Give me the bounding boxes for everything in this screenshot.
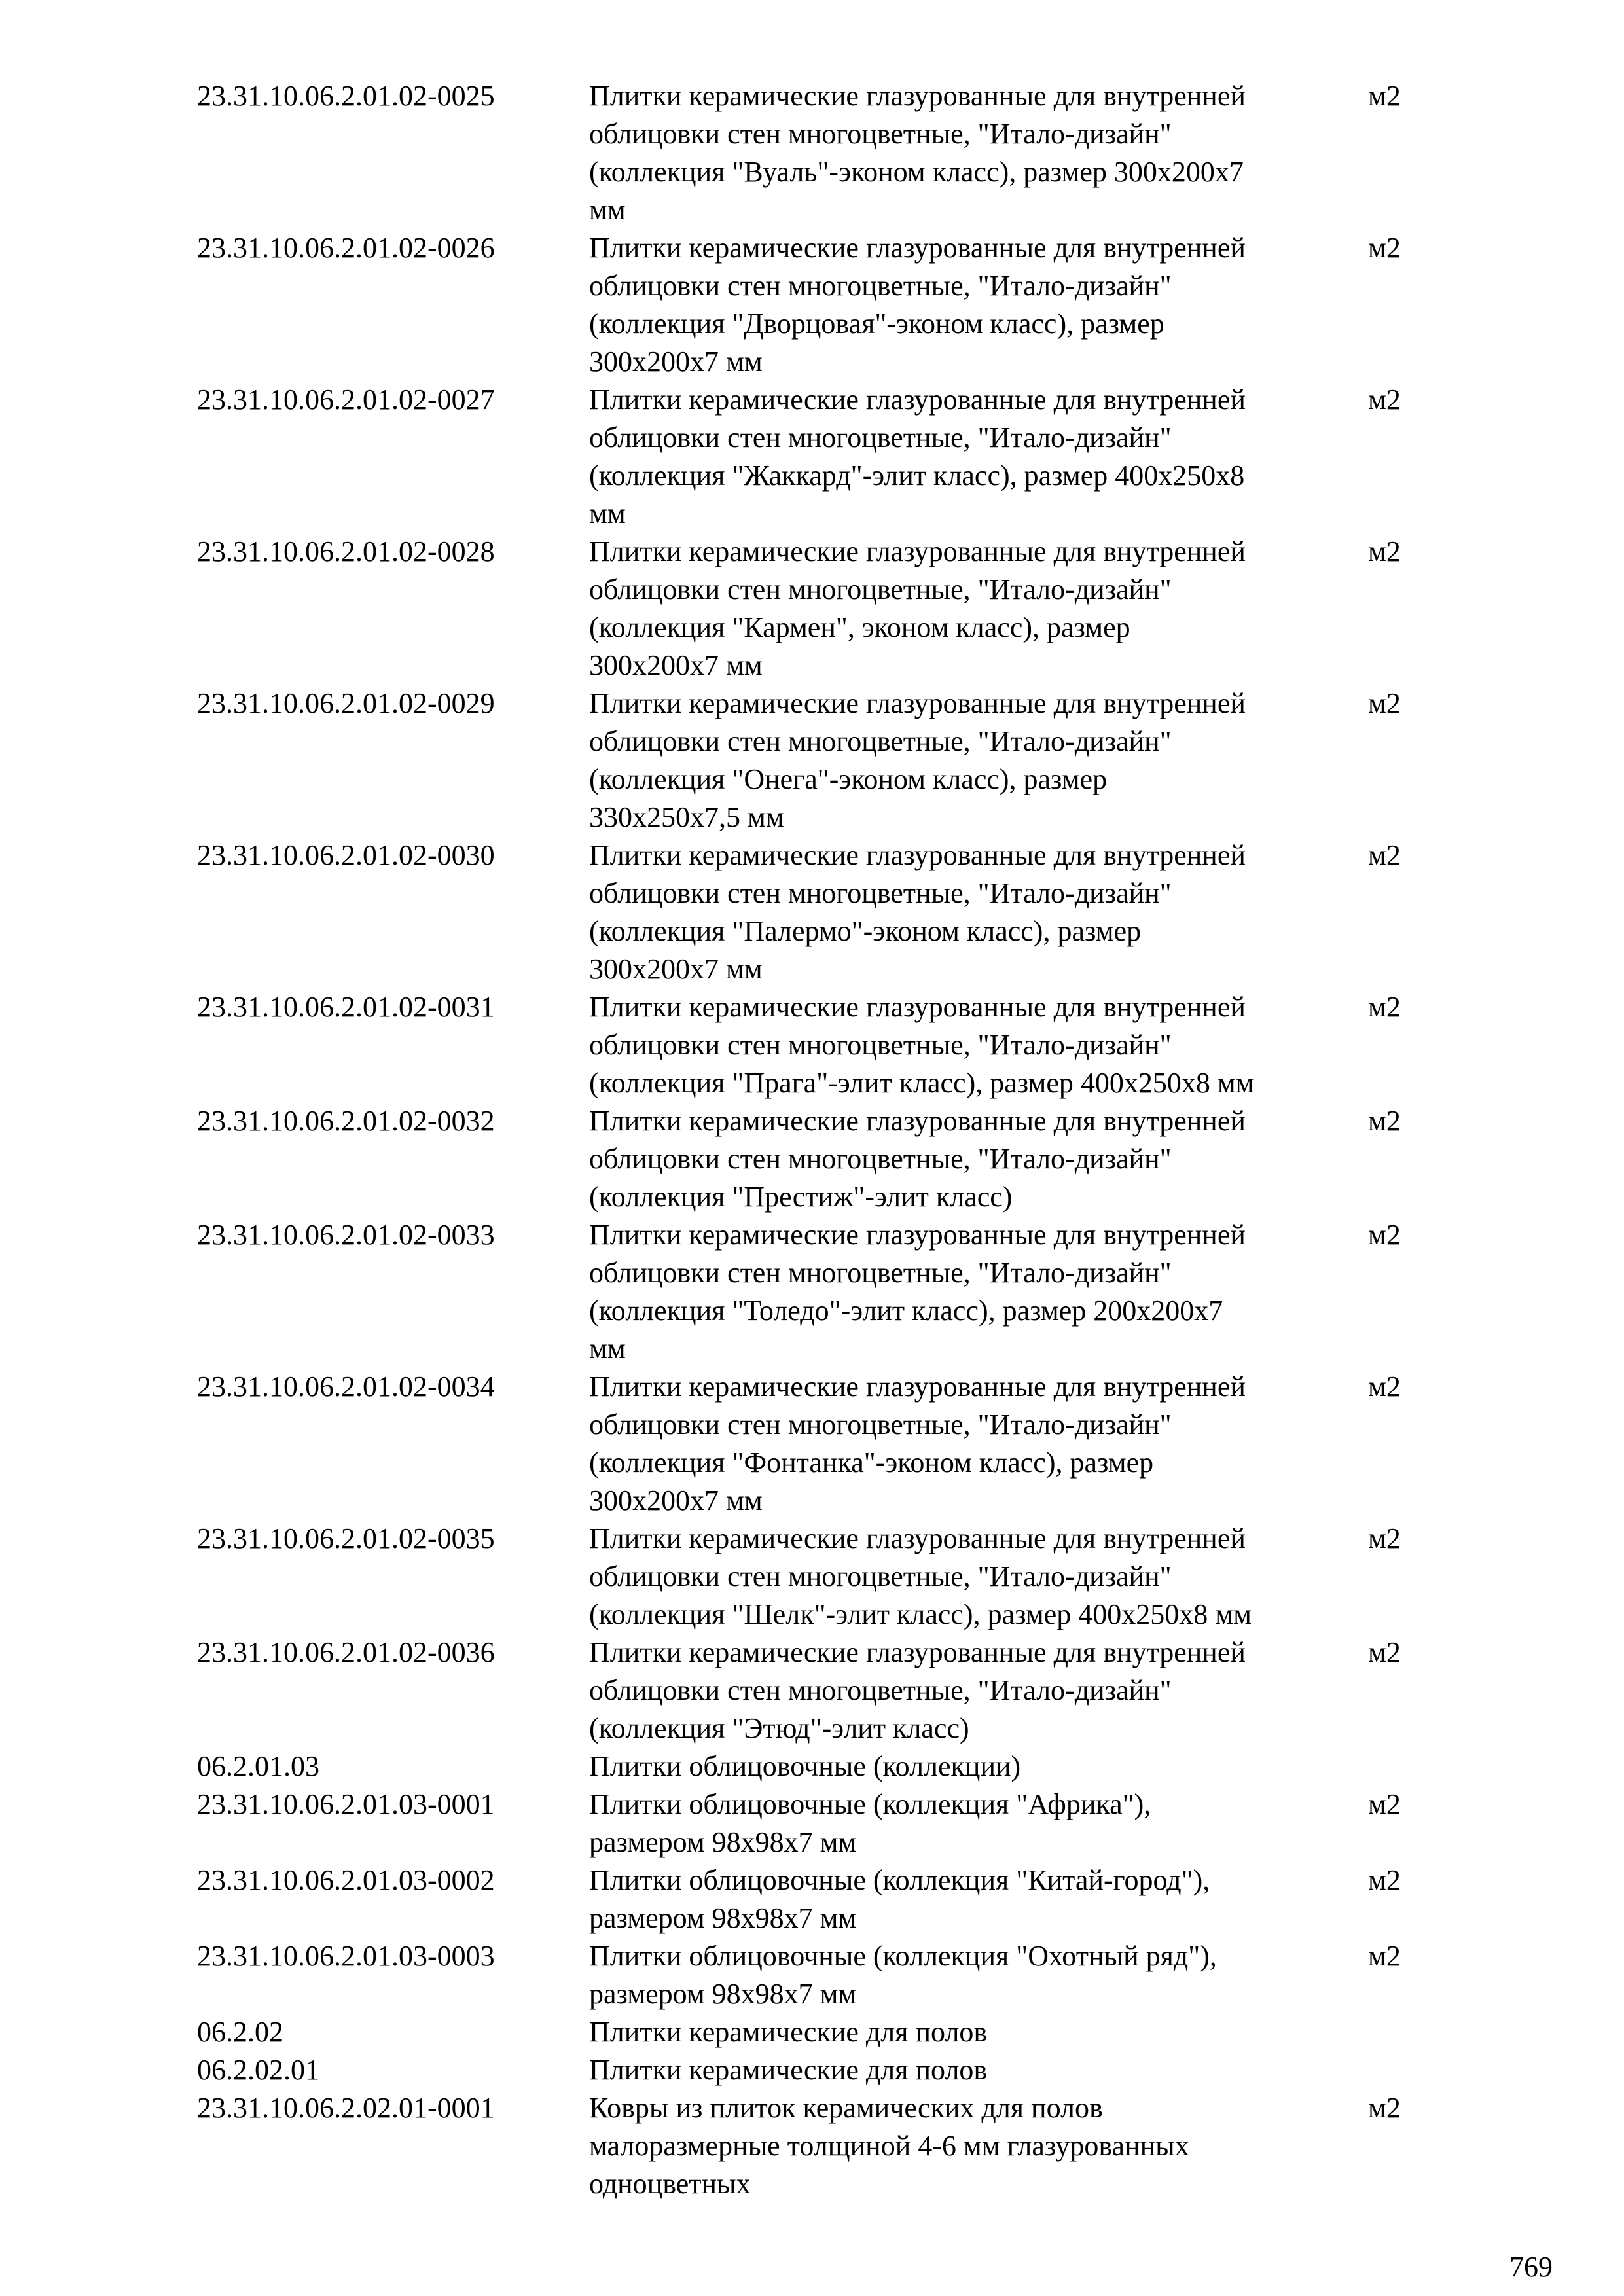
table-row bbox=[197, 685, 1441, 836]
item-code: 23.31.10.06.2.01.02-0025 bbox=[197, 80, 495, 112]
item-name: Плитки керамические глазурованные для внутренней облицовки стен многоцветные, "Итало-дизайн" (коллекция "Этюд"-элит класс) bbox=[589, 1636, 1246, 1744]
item-unit: м2 bbox=[1368, 1636, 1401, 1668]
item-unit: м2 bbox=[1368, 1864, 1401, 1896]
table-row bbox=[197, 1785, 1441, 1861]
item-code: 23.31.10.06.2.01.02-0028 bbox=[197, 535, 495, 567]
item-code: 23.31.10.06.2.01.02-0029 bbox=[197, 687, 495, 719]
section-header-row bbox=[197, 2013, 1441, 2051]
item-code: 23.31.10.06.2.01.02-0033 bbox=[197, 1219, 495, 1251]
table-row bbox=[197, 988, 1441, 1102]
section-code: 06.2.02.01 bbox=[197, 2054, 319, 2086]
item-name: Плитки керамические глазурованные для внутренней облицовки стен многоцветные, "Итало-дизайн" (коллекция "Вуаль"-эконом класс), размер 300х200х7 мм bbox=[589, 80, 1246, 226]
item-unit: м2 bbox=[1368, 1219, 1401, 1251]
item-unit: м2 bbox=[1368, 687, 1401, 719]
item-code: 23.31.10.06.2.01.02-0035 bbox=[197, 1522, 495, 1554]
item-name: Плитки облицовочные (коллекция "Охотный ряд"), размером 98х98х7 мм bbox=[589, 1940, 1217, 2010]
item-unit: м2 bbox=[1368, 535, 1401, 567]
item-name: Плитки керамические глазурованные для внутренней облицовки стен многоцветные, "Итало-дизайн" (коллекция "Дворцовая"-эконом класс), размер 300х200х7 мм bbox=[589, 232, 1246, 378]
page-number: 769 bbox=[1509, 2251, 1553, 2283]
item-name: Плитки керамические глазурованные для внутренней облицовки стен многоцветные, "Итало-дизайн" (коллекция "Толедо"-элит класс), размер 200х200х7 мм bbox=[589, 1219, 1246, 1365]
item-unit: м2 bbox=[1368, 80, 1401, 112]
table-row bbox=[197, 1634, 1441, 1748]
item-name: Ковры из плиток керамических для полов малоразмерные толщиной 4-6 мм глазурованных одноцветных bbox=[589, 2092, 1189, 2200]
item-unit: м2 bbox=[1368, 384, 1401, 416]
item-name: Плитки керамические глазурованные для внутренней облицовки стен многоцветные, "Итало-дизайн" (коллекция "Престиж"-элит класс) bbox=[589, 1105, 1246, 1213]
table-row bbox=[197, 2089, 1441, 2203]
table-row bbox=[197, 229, 1441, 381]
item-unit: м2 bbox=[1368, 2092, 1401, 2124]
section-code: 06.2.01.03 bbox=[197, 1750, 319, 1782]
item-code: 23.31.10.06.2.01.02-0027 bbox=[197, 384, 495, 416]
section-title: Плитки облицовочные (коллекции) bbox=[589, 1750, 1021, 1782]
price-list-table bbox=[197, 77, 1441, 2203]
item-unit: м2 bbox=[1368, 1788, 1401, 1820]
item-code: 23.31.10.06.2.01.02-0036 bbox=[197, 1636, 495, 1668]
item-name: Плитки облицовочные (коллекция "Африка"), размером 98х98х7 мм bbox=[589, 1788, 1151, 1858]
table-row bbox=[197, 1861, 1441, 1937]
item-name: Плитки керамические глазурованные для внутренней облицовки стен многоцветные, "Итало-дизайн" (коллекция "Жаккард"-элит класс), размер 400х250х8 мм bbox=[589, 384, 1246, 529]
item-name: Плитки керамические глазурованные для внутренней облицовки стен многоцветные, "Итало-дизайн" (коллекция "Фонтанка"-эконом класс), размер 300х200х7 мм bbox=[589, 1371, 1246, 1516]
item-code: 23.31.10.06.2.01.02-0030 bbox=[197, 839, 495, 871]
section-title: Плитки керамические для полов bbox=[589, 2016, 988, 2048]
item-unit: м2 bbox=[1368, 991, 1401, 1023]
item-code: 23.31.10.06.2.01.02-0026 bbox=[197, 232, 495, 264]
item-code: 23.31.10.06.2.01.03-0002 bbox=[197, 1864, 495, 1896]
table-row bbox=[197, 381, 1441, 533]
table-row bbox=[197, 1102, 1441, 1216]
section-title: Плитки керамические для полов bbox=[589, 2054, 988, 2086]
item-code: 23.31.10.06.2.01.02-0034 bbox=[197, 1371, 495, 1403]
item-name: Плитки керамические глазурованные для внутренней облицовки стен многоцветные, "Итало-дизайн" (коллекция "Шелк"-элит класс), размер 400х250х8 мм bbox=[589, 1522, 1252, 1630]
item-unit: м2 bbox=[1368, 1371, 1401, 1403]
item-code: 23.31.10.06.2.01.02-0032 bbox=[197, 1105, 495, 1137]
item-unit: м2 bbox=[1368, 1105, 1401, 1137]
item-code: 23.31.10.06.2.01.03-0001 bbox=[197, 1788, 495, 1820]
section-code: 06.2.02 bbox=[197, 2016, 283, 2048]
item-name: Плитки керамические глазурованные для внутренней облицовки стен многоцветные, "Итало-дизайн" (коллекция "Палермо"-эконом класс), размер 300х200х7 мм bbox=[589, 839, 1246, 985]
table-row bbox=[197, 836, 1441, 988]
table-row bbox=[197, 1368, 1441, 1520]
item-name: Плитки керамические глазурованные для внутренней облицовки стен многоцветные, "Итало-дизайн" (коллекция "Онега"-эконом класс), размер 330х250х7,5 мм bbox=[589, 687, 1246, 833]
table-row bbox=[197, 77, 1441, 229]
item-unit: м2 bbox=[1368, 839, 1401, 871]
table-row bbox=[197, 533, 1441, 685]
table-row bbox=[197, 1216, 1441, 1368]
item-unit: м2 bbox=[1368, 232, 1401, 264]
item-code: 23.31.10.06.2.02.01-0001 bbox=[197, 2092, 495, 2124]
item-name: Плитки керамические глазурованные для внутренней облицовки стен многоцветные, "Итало-дизайн" (коллекция "Кармен", эконом класс), размер 300х200х7 мм bbox=[589, 535, 1246, 681]
item-unit: м2 bbox=[1368, 1522, 1401, 1554]
item-name: Плитки керамические глазурованные для внутренней облицовки стен многоцветные, "Итало-дизайн" (коллекция "Прага"-элит класс), размер 400х250х8 мм bbox=[589, 991, 1254, 1099]
item-code: 23.31.10.06.2.01.02-0031 bbox=[197, 991, 495, 1023]
section-header-row bbox=[197, 2051, 1441, 2089]
item-name: Плитки облицовочные (коллекция "Китай-город"), размером 98х98х7 мм bbox=[589, 1864, 1210, 1934]
table-row bbox=[197, 1520, 1441, 1634]
table-row bbox=[197, 1937, 1441, 2013]
item-unit: м2 bbox=[1368, 1940, 1401, 1972]
section-header-row bbox=[197, 1748, 1441, 1785]
item-code: 23.31.10.06.2.01.03-0003 bbox=[197, 1940, 495, 1972]
